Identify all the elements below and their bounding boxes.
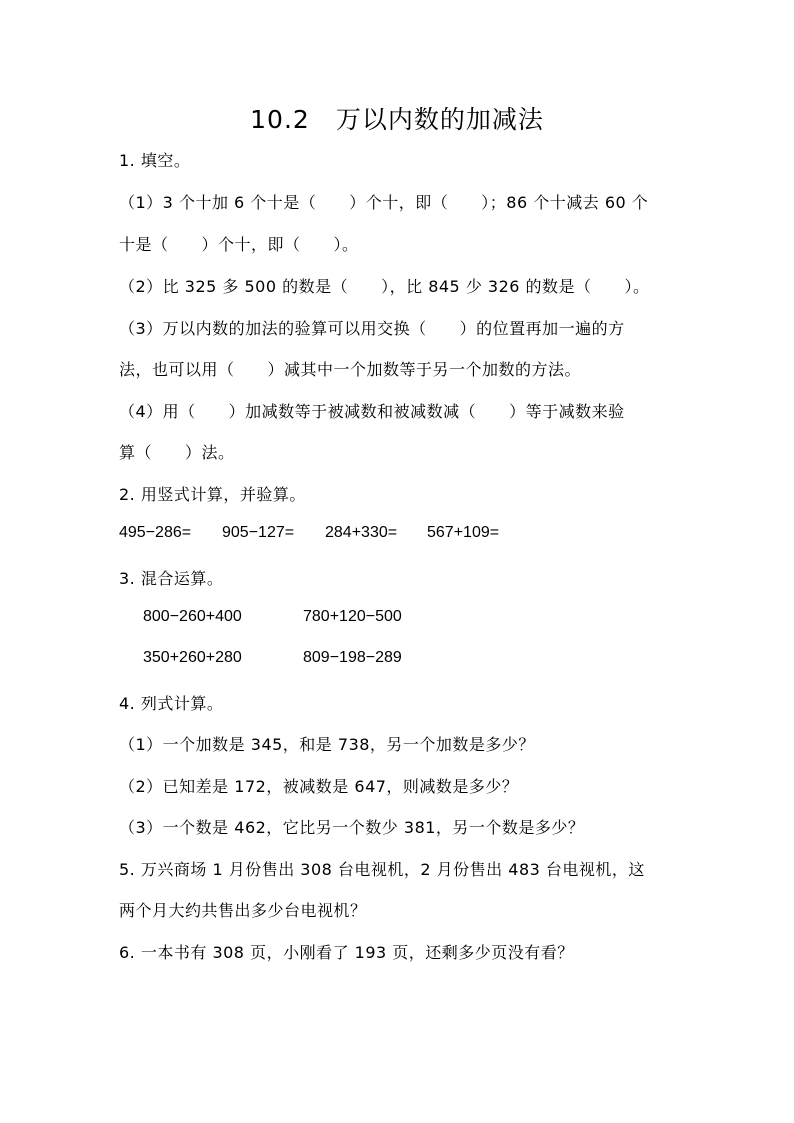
section1-q4-line1: （4）用（ ）加减数等于被减数和被减数减（ ）等于减数来验 <box>119 402 625 421</box>
calc-problem: 567+109= <box>427 524 500 541</box>
section1-heading: 1. 填空。 <box>119 151 191 170</box>
section6-line1: 6. 一本书有 308 页，小刚看了 193 页，还剩多少页没有看？ <box>119 943 574 962</box>
section5-line2: 两个月大约共售出多少台电视机？ <box>119 901 367 920</box>
calc-problem: 284+330= <box>325 524 398 541</box>
section2-heading: 2. 用竖式计算，并验算。 <box>119 485 306 504</box>
section1-q3-line2: 法，也可以用（ ）减其中一个加数等于另一个加数的方法。 <box>119 360 582 379</box>
section1-q1-line2: 十是（ ）个十，即（ ）。 <box>119 235 359 254</box>
section4-q2: （2）已知差是 172，被减数是 647，则减数是多少？ <box>119 777 519 796</box>
mixed-expression: 780+120−500 <box>303 608 402 625</box>
section4-q3: （3）一个数是 462，它比另一个数少 381，另一个数是多少？ <box>119 818 585 837</box>
section1-q2: （2）比 325 多 500 的数是（ ），比 845 少 326 的数是（ ）。 <box>119 277 650 296</box>
calc-problem: 495−286= <box>119 524 192 541</box>
mixed-expression: 800−260+400 <box>143 608 242 625</box>
section3-heading: 3. 混合运算。 <box>119 569 224 588</box>
section1-q3-line1: （3）万以内数的加法的验算可以用交换（ ）的位置再加一遍的方 <box>119 319 625 338</box>
section5-line1: 5. 万兴商场 1 月份售出 308 台电视机，2 月份售出 483 台电视机，这 <box>119 860 645 879</box>
section1-q4-line2: 算（ ）法。 <box>119 443 235 462</box>
mixed-expression: 350+260+280 <box>143 649 242 666</box>
section1-q1-line1: （1）3 个十加 6 个十是（ ）个十，即（ ）；86 个十减去 60 个 <box>119 193 649 212</box>
page-title: 10.2 万以内数的加减法 <box>250 105 544 134</box>
calc-problem: 905−127= <box>222 524 295 541</box>
section4-q1: （1）一个加数是 345，和是 738，另一个加数是多少？ <box>119 735 535 754</box>
section4-heading: 4. 列式计算。 <box>119 694 224 713</box>
mixed-expression: 809−198−289 <box>303 649 402 666</box>
